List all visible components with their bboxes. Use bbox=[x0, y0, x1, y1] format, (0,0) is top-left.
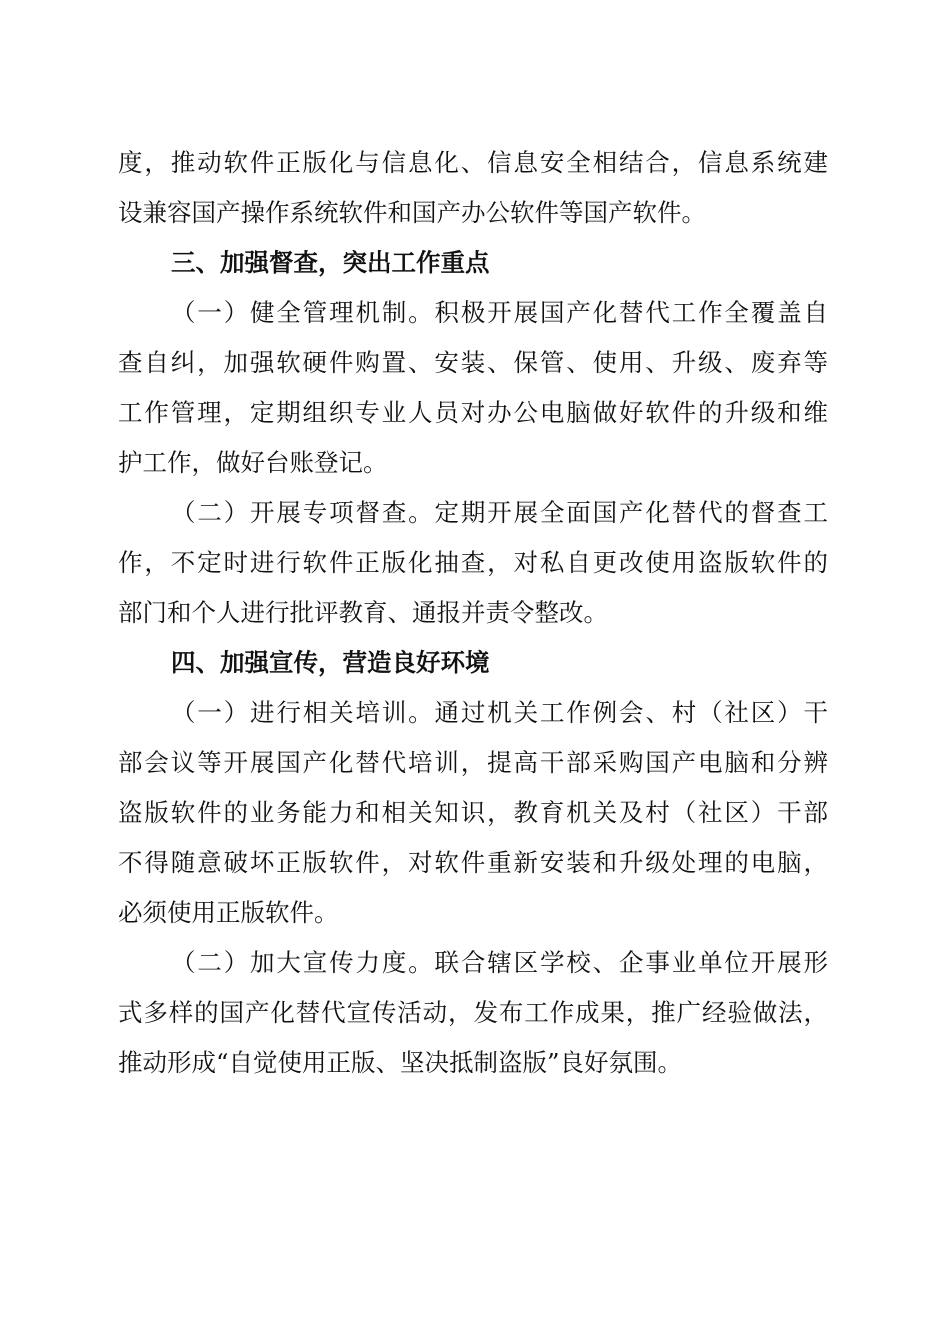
paragraph-line: （一）进行相关培训。通过机关工作例会、村（社区）干 bbox=[171, 698, 828, 727]
section-heading: 三、加强督查，突出工作重点 bbox=[171, 248, 490, 277]
paragraph-line: 不得随意破坏正版软件，对软件重新安装和升级处理的电脑， bbox=[118, 848, 828, 877]
paragraph-line: （二）加大宣传力度。联合辖区学校、企事业单位开展形 bbox=[171, 948, 828, 977]
paragraph-line: 设兼容国产操作系统软件和国产办公软件等国产软件。 bbox=[118, 198, 706, 227]
paragraph-line: 推动形成“自觉使用正版、坚决抵制盗版”良好氛围。 bbox=[118, 1048, 683, 1077]
paragraph-line: 度，推动软件正版化与信息化、信息安全相结合，信息系统建 bbox=[118, 148, 828, 177]
paragraph-line: 作，不定时进行软件正版化抽查，对私自更改使用盗版软件的 bbox=[118, 548, 828, 577]
text-lines bbox=[118, 138, 828, 1088]
paragraph-line: （二）开展专项督查。定期开展全面国产化替代的督查工 bbox=[171, 498, 828, 527]
paragraph-line: 工作管理，定期组织专业人员对办公电脑做好软件的升级和维 bbox=[118, 398, 828, 427]
document-body bbox=[118, 138, 828, 1088]
paragraph-line: 护工作，做好台账登记。 bbox=[118, 448, 388, 477]
paragraph-line: （一）健全管理机制。积极开展国产化替代工作全覆盖自 bbox=[171, 298, 828, 327]
paragraph-line: 盗版软件的业务能力和相关知识，教育机关及村（社区）干部 bbox=[118, 798, 828, 827]
paragraph-line: 部门和个人进行批评教育、通报并责令整改。 bbox=[118, 598, 608, 627]
paragraph-line: 部会议等开展国产化替代培训，提高干部采购国产电脑和分辨 bbox=[118, 748, 828, 777]
section-heading: 四、加强宣传，营造良好环境 bbox=[171, 648, 490, 677]
paragraph-line: 式多样的国产化替代宣传活动，发布工作成果，推广经验做法， bbox=[118, 998, 828, 1027]
paragraph-line: 必须使用正版软件。 bbox=[118, 898, 339, 927]
paragraph-line: 查自纠，加强软硬件购置、安装、保管、使用、升级、废弃等 bbox=[118, 348, 828, 377]
